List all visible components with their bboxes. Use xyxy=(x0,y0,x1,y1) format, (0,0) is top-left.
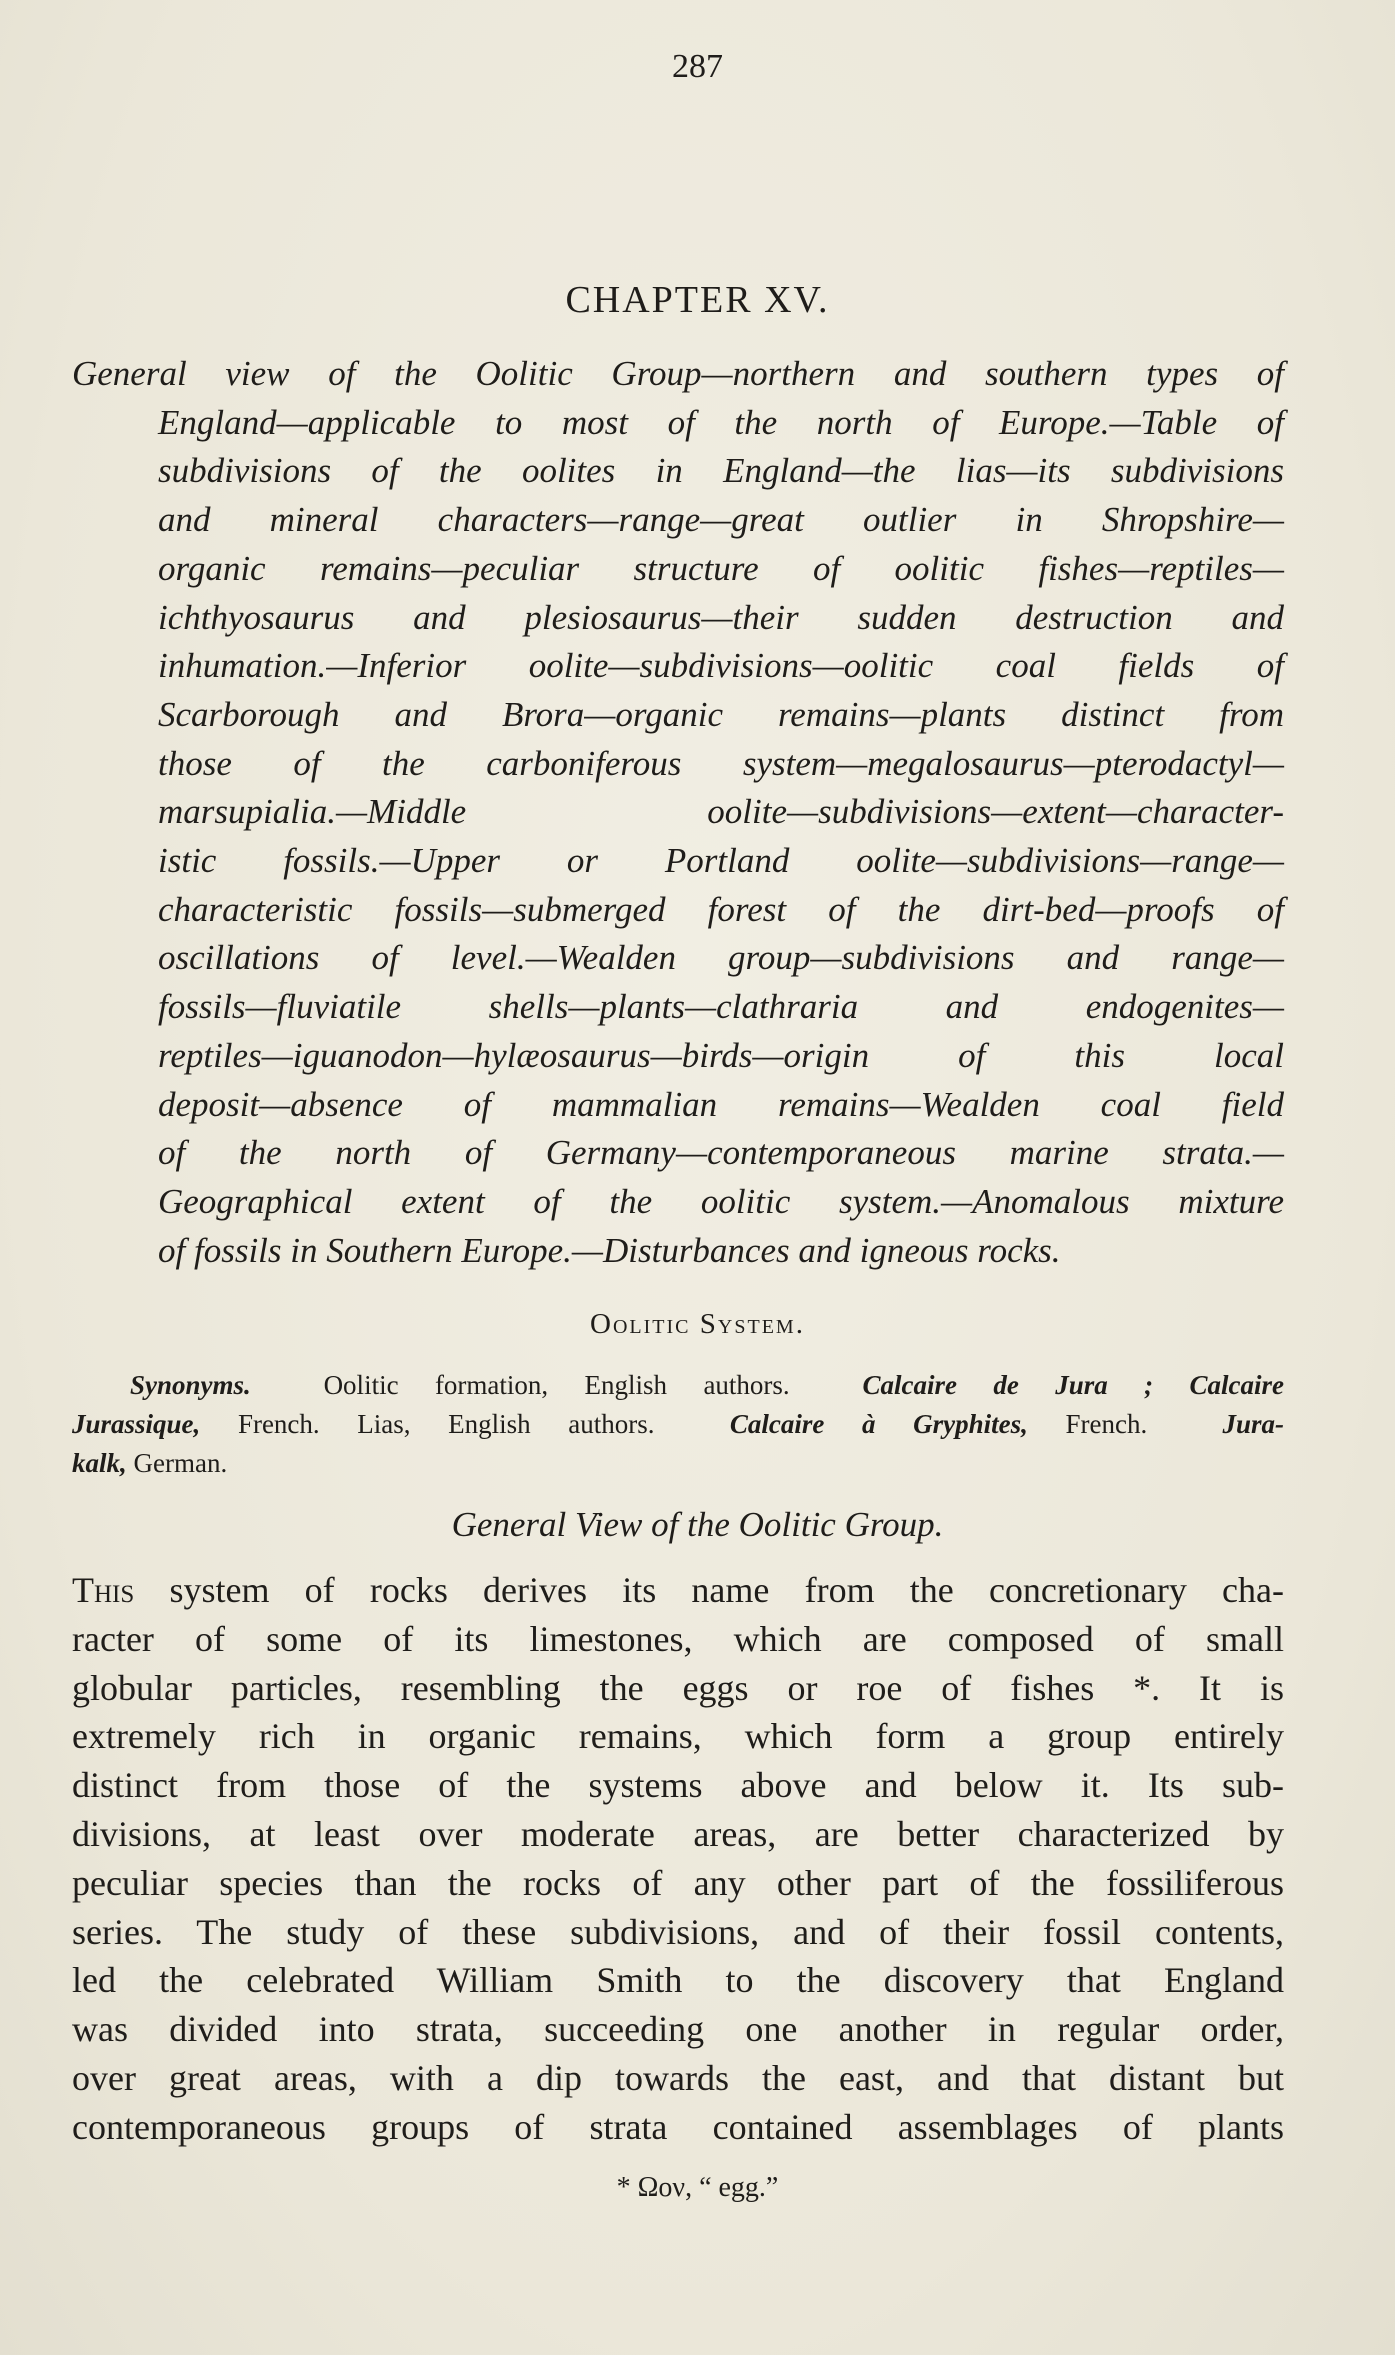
subheading: General View of the Oolitic Group. xyxy=(451,1505,944,1544)
body-line: peculiar species than the rocks of any other part of the fossiliferous xyxy=(72,1862,1284,1903)
summary-line: organic remains—peculiar structure of oolitic fishes—reptiles— xyxy=(158,548,1284,588)
body-line: globular particles, resembling the eggs or roe of fishes *. It is xyxy=(72,1667,1284,1708)
summary-line: of fossils in Southern Europe.—Disturbances and igneous rocks. xyxy=(158,1230,1061,1270)
summary-line: characteristic fossils—submerged forest of the dirt-bed—proofs of xyxy=(158,889,1284,929)
body-paragraph xyxy=(72,1566,1284,2152)
body-line: series. The study of these subdivisions, and of their fossil contents, xyxy=(72,1911,1284,1952)
summary-line: Scarborough and Brora—organic remains—plants distinct from xyxy=(158,694,1284,734)
summary-line: reptiles—iguanodon—hylæosaurus—birds—origin of this local xyxy=(158,1035,1284,1075)
body-line: contemporaneous groups of strata contained assemblages of plants xyxy=(72,2106,1284,2147)
summary-line: oscillations of level.—Wealden group—subdivisions and range— xyxy=(158,938,1284,978)
body-line: extremely rich in organic remains, which form a group entirely xyxy=(72,1716,1284,1757)
summary-line: fossils—fluviatile shells—plants—clathraria and endogenites— xyxy=(158,987,1284,1027)
summary-line: General view of the Oolitic Group—northern and southern types of xyxy=(72,354,1284,393)
summary-line: Geographical extent of the oolitic system.—Anomalous mixture xyxy=(158,1181,1284,1221)
body-line: over great areas, with a dip towards the east, and that distant but xyxy=(72,2057,1284,2098)
page-number: 287 xyxy=(672,48,723,85)
summary-line: inhumation.—Inferior oolite—subdivisions—oolitic coal fields of xyxy=(158,646,1284,686)
body-line: racter of some of its limestones, which are composed of small xyxy=(72,1618,1284,1659)
summary-line: ichthyosaurus and plesiosaurus—their sudden destruction and xyxy=(158,597,1284,637)
body-line: was divided into strata, succeeding one another in regular order, xyxy=(72,2009,1284,2050)
summary-line: of the north of Germany—contemporaneous marine strata.— xyxy=(158,1133,1284,1173)
summary-line: subdivisions of the oolites in England—the lias—its subdivisions xyxy=(158,451,1284,491)
summary-line: those of the carboniferous system—megalosaurus—pterodactyl— xyxy=(158,743,1284,783)
summary-line: and mineral characters—range—great outlier in Shropshire— xyxy=(158,500,1284,540)
summary-line: England—applicable to most of the north of Europe.—Table of xyxy=(158,402,1284,442)
chapter-summary xyxy=(72,350,1284,1275)
summary-line: marsupialia.—Middle oolite—subdivisions—extent—character- xyxy=(158,792,1284,832)
chapter-title: CHAPTER XV. xyxy=(565,279,830,321)
body-line: divisions, at least over moderate areas, are better characterized by xyxy=(72,1813,1284,1854)
synonyms-line: Jurassique, French. Lias, English authors. Calcaire à Gryphites, French. Jura- xyxy=(72,1409,1285,1439)
body-line: This system of rocks derives its name from the concretionary cha- xyxy=(72,1570,1284,1610)
synonyms-line: Synonyms. Oolitic formation, English authors. Calcaire de Jura ; Calcaire xyxy=(130,1370,1284,1400)
summary-line: istic fossils.—Upper or Portland oolite—subdivisions—range— xyxy=(158,841,1284,881)
body-line: distinct from those of the systems above and below it. Its sub- xyxy=(72,1765,1284,1806)
section-heading: Oolitic System. xyxy=(590,1308,805,1340)
synonyms-line: kalk, German. xyxy=(72,1448,228,1478)
drop-word: This xyxy=(72,1570,135,1610)
body-line: led the celebrated William Smith to the discovery that England xyxy=(72,1960,1284,2001)
synonyms-label: Synonyms. xyxy=(130,1370,251,1400)
summary-line: deposit—absence of mammalian remains—Wealden coal field xyxy=(158,1084,1284,1124)
synonyms-block xyxy=(72,1366,1284,1483)
footnote: * Ωον, “ egg.” xyxy=(616,2172,779,2203)
